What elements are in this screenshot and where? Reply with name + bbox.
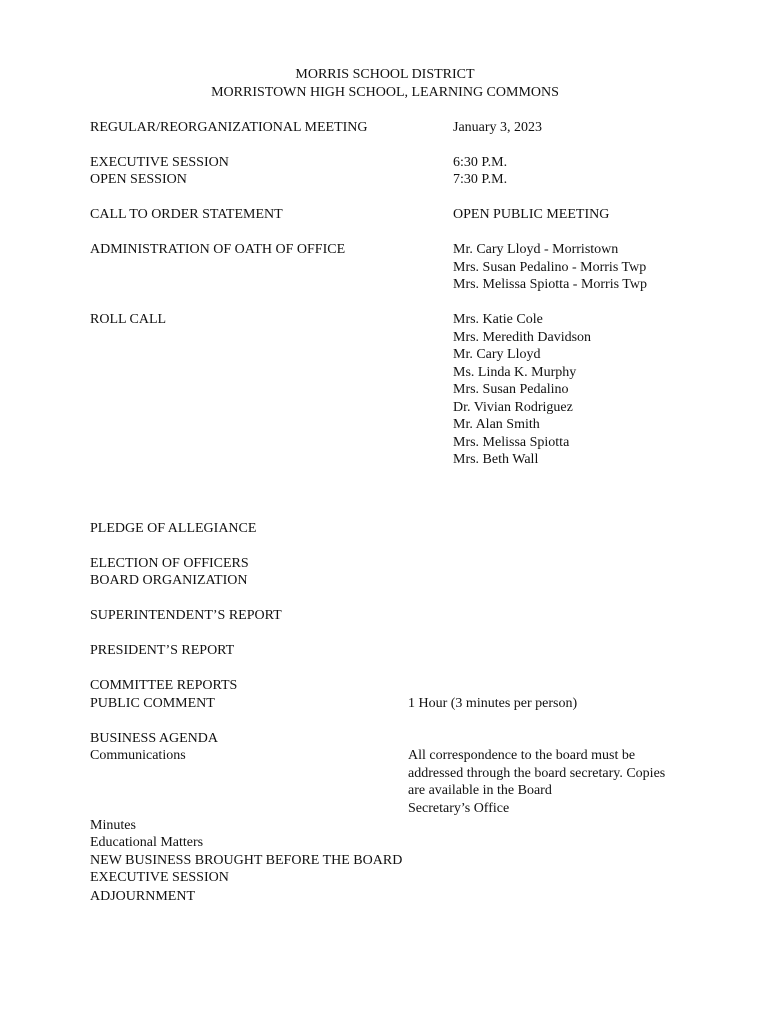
roll-call-member: Mr. Alan Smith <box>453 417 540 432</box>
election-item: ELECTION OF OFFICERS <box>90 556 249 571</box>
roll-call-member: Mr. Cary Lloyd <box>453 347 541 362</box>
roll-call-label: ROLL CALL <box>90 312 167 327</box>
roll-call-member: Dr. Vivian Rodriguez <box>453 399 573 415</box>
communications-note <box>408 747 665 817</box>
open-session-label: OPEN SESSION <box>90 172 187 187</box>
roll-call-member: Mrs. Susan Pedalino <box>453 382 569 397</box>
oath-label: ADMINISTRATION OF OATH OF OFFICE <box>90 242 346 257</box>
oath-member: Mr. Cary Lloyd - Morristown <box>453 242 619 257</box>
communications-note-line: are available in the Board <box>408 783 552 798</box>
communications-note-line: addressed through the board secretary. Copies <box>408 765 666 781</box>
oath-member: Mrs. Melissa Spiotta - Morris Twp <box>453 277 647 292</box>
oath-member: Mrs. Susan Pedalino - Morris Twp <box>453 259 647 275</box>
roll-call-member: Ms. Linda K. Murphy <box>453 364 577 380</box>
communications-item: Communications <box>90 748 186 763</box>
board-organization-item: BOARD ORGANIZATION <box>90 573 248 588</box>
roll-call-member: Mrs. Meredith Davidson <box>453 329 592 345</box>
roll-call-member: Mrs. Beth Wall <box>453 452 539 467</box>
roll-call-member: Mrs. Katie Cole <box>453 312 543 327</box>
location-title: MORRISTOWN HIGH SCHOOL, LEARNING COMMONS <box>211 85 559 100</box>
committee-reports-item: COMMITTEE REPORTS <box>90 678 238 693</box>
adjournment-item: ADJOURNMENT <box>90 889 195 904</box>
new-business-item: NEW BUSINESS BROUGHT BEFORE THE BOARD <box>90 853 403 868</box>
roll-call-member: Mrs. Melissa Spiotta <box>453 434 570 450</box>
call-to-order-value: OPEN PUBLIC MEETING <box>453 207 610 222</box>
call-to-order-label: CALL TO ORDER STATEMENT <box>90 207 283 222</box>
executive-session-label: EXECUTIVE SESSION <box>90 155 229 170</box>
roll-call-list <box>453 311 591 469</box>
president-report-item: PRESIDENT’S REPORT <box>90 643 235 658</box>
public-comment-note: 1 Hour (3 minutes per person) <box>408 696 578 711</box>
superintendent-report-item: SUPERINTENDENT’S REPORT <box>90 608 282 623</box>
executive-session-item: EXECUTIVE SESSION <box>90 870 229 885</box>
executive-session-time: 6:30 P.M. <box>453 155 508 170</box>
pledge-item: PLEDGE OF ALLEGIANCE <box>90 521 257 536</box>
educational-matters-item: Educational Matters <box>90 835 204 850</box>
minutes-item: Minutes <box>90 818 136 833</box>
open-session-time: 7:30 P.M. <box>453 172 508 187</box>
communications-note-line: All correspondence to the board must be <box>408 748 636 763</box>
meeting-type: REGULAR/REORGANIZATIONAL MEETING <box>90 120 368 135</box>
communications-note-line: Secretary’s Office <box>408 800 510 816</box>
oath-member-list <box>453 241 647 294</box>
district-title: MORRIS SCHOOL DISTRICT <box>295 67 475 82</box>
public-comment-item: PUBLIC COMMENT <box>90 696 215 711</box>
business-agenda-item: BUSINESS AGENDA <box>90 731 218 746</box>
meeting-date: January 3, 2023 <box>453 120 543 135</box>
